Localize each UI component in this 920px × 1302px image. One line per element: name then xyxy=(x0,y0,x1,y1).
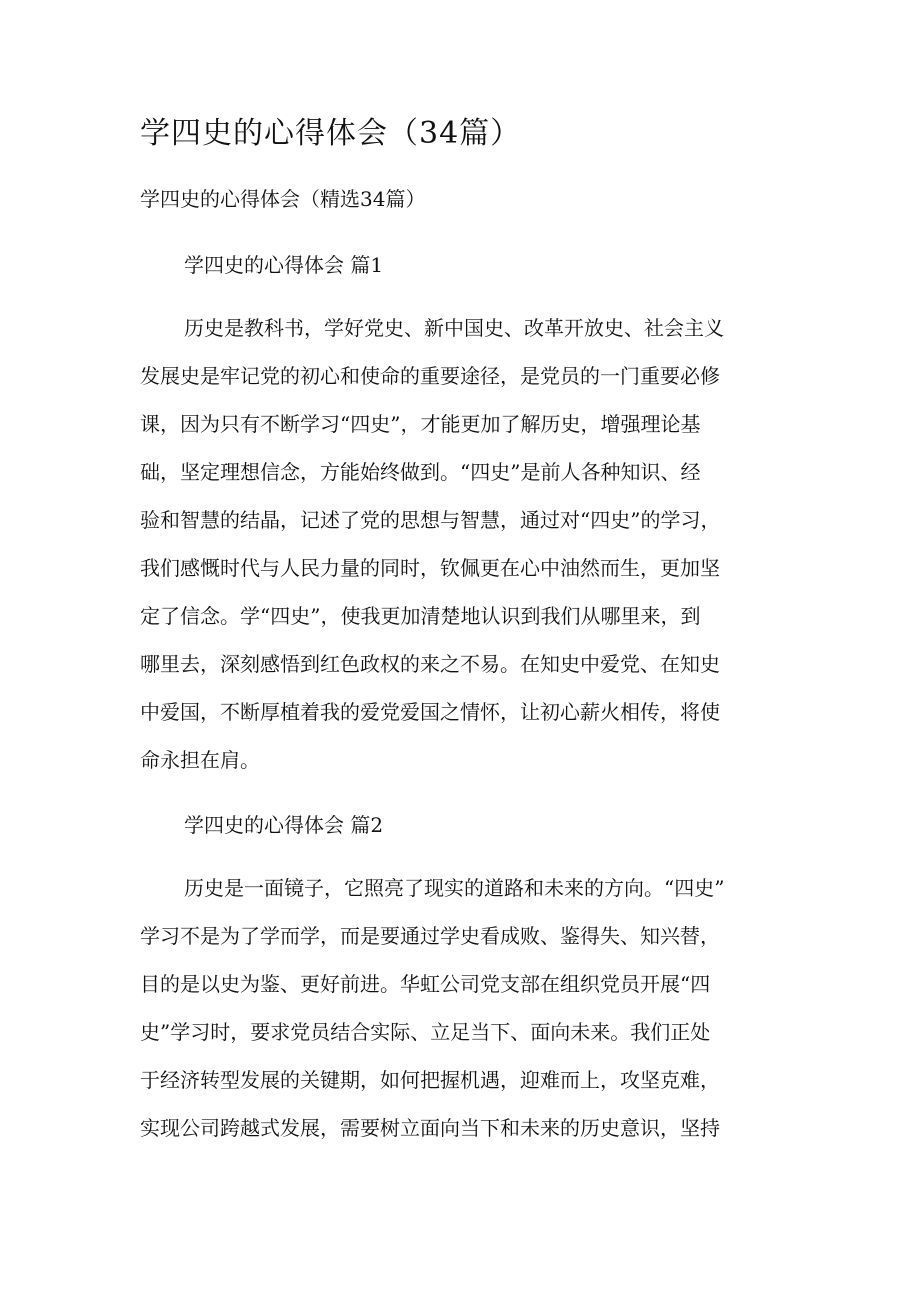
paragraph-line: 课，因为只有不断学习“四史”，才能更加了解历史，增强理论基 xyxy=(140,412,701,436)
paragraph-line: 础，坚定理想信念，方能始终做到。“四史”是前人各种知识、经 xyxy=(140,460,701,484)
paragraph-line: 实现公司跨越式发展，需要树立面向当下和未来的历史意识，坚持 xyxy=(140,1116,720,1140)
paragraph-line: 学习不是为了学而学，而是要通过学史看成败、鉴得失、知兴替， xyxy=(140,924,720,948)
paragraph-line: 史”学习时，要求党员结合实际、立足当下、面向未来。我们正处 xyxy=(140,1020,711,1044)
section-heading-1: 学四史的心得体会 篇1 xyxy=(184,253,384,277)
paragraph-line: 目的是以史为鉴、更好前进。华虹公司党支部在组织党员开展“四 xyxy=(140,972,711,996)
document-title: 学四史的心得体会（34篇） xyxy=(140,116,522,151)
paragraph-line: 历史是一面镜子，它照亮了现实的道路和未来的方向。“四史” xyxy=(184,876,725,900)
paragraph-line: 发展史是牢记党的初心和使命的重要途径，是党员的一门重要必修 xyxy=(140,364,720,388)
paragraph-line: 历史是教科书，学好党史、新中国史、改革开放史、社会主义 xyxy=(184,316,724,340)
section-2-paragraph xyxy=(140,873,780,1161)
paragraph-line: 我们感慨时代与人民力量的同时，钦佩更在心中油然而生，更加坚 xyxy=(140,556,720,580)
section-1-paragraph xyxy=(140,313,780,793)
paragraph-line: 中爱国，不断厚植着我的爱党爱国之情怀，让初心薪火相传，将使 xyxy=(140,700,720,724)
paragraph-line: 哪里去，深刻感悟到红色政权的来之不易。在知史中爱党、在知史 xyxy=(140,652,720,676)
document-subtitle: 学四史的心得体会（精选34篇） xyxy=(140,187,426,211)
paragraph-line: 命永担在肩。 xyxy=(140,748,260,772)
paragraph-line: 定了信念。学“四史”，使我更加清楚地认识到我们从哪里来，到 xyxy=(140,604,701,628)
section-heading-2: 学四史的心得体会 篇2 xyxy=(184,813,384,837)
paragraph-line: 于经济转型发展的关键期，如何把握机遇，迎难而上，攻坚克难， xyxy=(140,1068,720,1092)
paragraph-line: 验和智慧的结晶，记述了党的思想与智慧，通过对“四史”的学习， xyxy=(140,508,721,532)
